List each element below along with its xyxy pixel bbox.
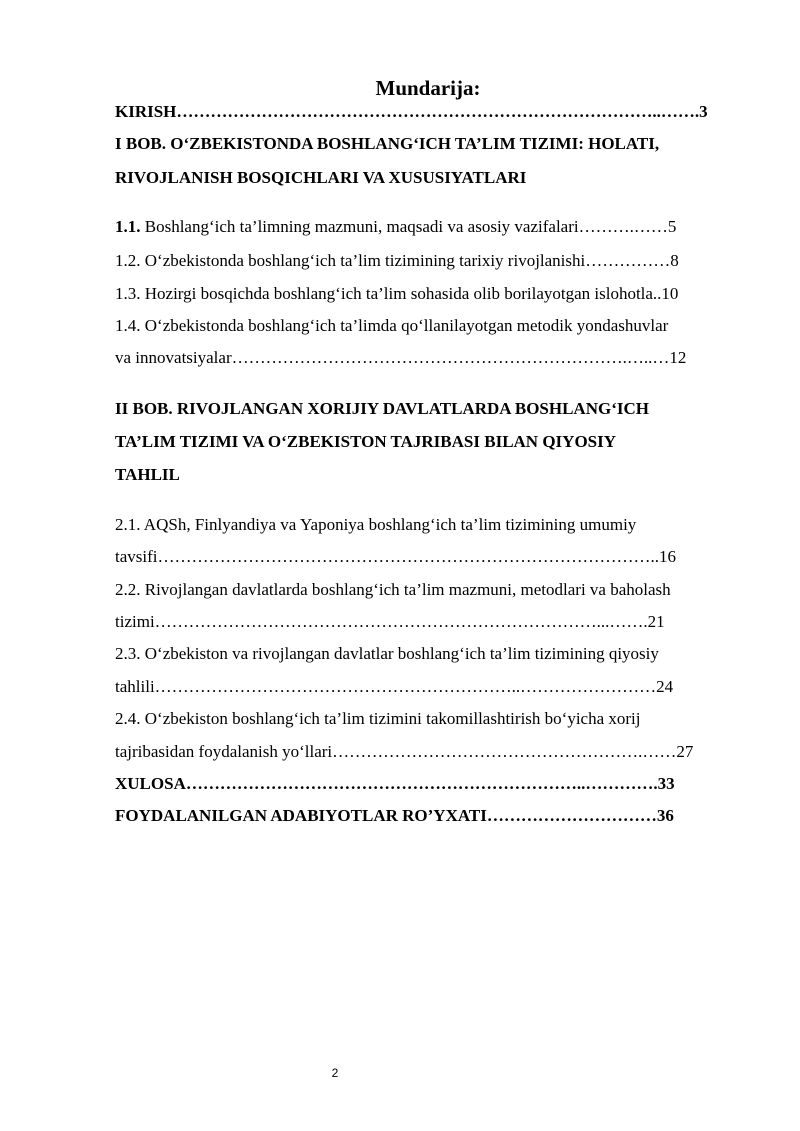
toc-entry-adabiyotlar: FOYDALANILGAN ADABIYOTLAR RO’YXATI…………………………36 bbox=[115, 806, 674, 825]
chapter2-title-line1: II BOB. RIVOJLANGAN XORIJIY DAVLATLARDA BOSHLANG‘ICH bbox=[115, 399, 649, 418]
toc-entry-2-2-line1: 2.2. Rivojlangan davlatlarda boshlang‘ich ta’lim mazmuni, metodlari va baholash bbox=[115, 580, 671, 599]
chapter1-title-line1: I BOB. O‘ZBEKISTONDA BOSHLANG‘ICH TA’LIM TIZIMI: HOLATI, bbox=[115, 134, 660, 153]
toc-entry-2-1-line1: 2.1. AQSh, Finlyandiya va Yaponiya boshlang‘ich ta’lim tizimining umumiy bbox=[115, 515, 637, 534]
chapter2-title-line3: TAHLIL bbox=[115, 465, 180, 484]
toc-entry-xulosa: XULOSA……………………………………………………………..………….33 bbox=[115, 774, 675, 793]
toc-entry-2-4-line1: 2.4. O‘zbekiston boshlang‘ich ta’lim tizimini takomillashtirish bo‘yicha xorij bbox=[115, 709, 641, 728]
toc-entry-kirish: KIRISH…………………………………………………………………………..…….3 bbox=[115, 102, 708, 121]
toc-entry-1-1 bbox=[115, 217, 676, 237]
page-number: 2 bbox=[331, 1066, 339, 1080]
toc-entry-1-4-line1: 1.4. O‘zbekistonda boshlang‘ich ta’limda qo‘llanilayotgan metodik yondashuvlar bbox=[115, 316, 669, 335]
toc-title: Mundarija: bbox=[375, 76, 481, 100]
chapter1-title-line2: RIVOJLANISH BOSQICHLARI VA XUSUSIYATLARI bbox=[115, 168, 527, 187]
toc-entry-2-2-line2: tizimi……………………………………………………………………...…….21 bbox=[115, 612, 665, 631]
toc-entry-2-3-line2: tahlili………………………………………………………..……………………24 bbox=[115, 677, 674, 696]
toc-entry-1-2: 1.2. O‘zbekistonda boshlang‘ich ta’lim tizimining tarixiy rivojlanishi……………8 bbox=[115, 251, 679, 270]
toc-entry-1-3: 1.3. Hozirgi bosqichda boshlang‘ich ta’lim sohasida olib borilayotgan islohotla..10 bbox=[115, 284, 679, 303]
toc-entry-2-1-line2: tavsifi……………………………………………………………………………..16 bbox=[115, 547, 676, 566]
toc-entry-2-4-line2: tajribasidan foydalanish yo‘llari……………………………………………….……27 bbox=[115, 742, 694, 761]
chapter2-title-line2: TA’LIM TIZIMI VA O‘ZBEKISTON TAJRIBASI BILAN QIYOSIY bbox=[115, 432, 617, 451]
section-number: 1.1. bbox=[115, 217, 141, 236]
toc-entry-1-4-line2: va innovatsiyalar…………………………………………………………….…..…12 bbox=[115, 348, 687, 367]
toc-entry-2-3-line1: 2.3. O‘zbekiston va rivojlangan davlatlar boshlang‘ich ta’lim tizimining qiyosiy bbox=[115, 644, 659, 663]
section-text: Boshlang‘ich ta’limning mazmuni, maqsadi va asosiy vazifalari……….……5 bbox=[140, 217, 677, 236]
